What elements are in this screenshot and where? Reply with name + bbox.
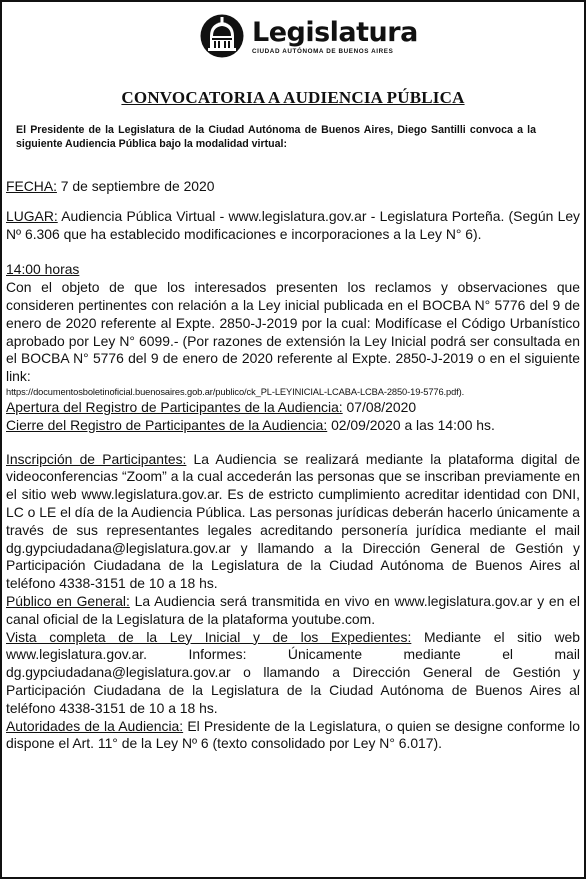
apertura-label: Apertura del Registro de Participantes de la Audiencia:	[6, 398, 343, 415]
legislatura-building-icon	[200, 14, 244, 58]
vista-label: Vista completa de la Ley Inicial y de los Expedientes:	[6, 628, 412, 645]
fecha-label: FECHA:	[6, 178, 57, 194]
cierre-line	[6, 417, 580, 435]
cierre-label: Cierre del Registro de Participantes de la Audiencia:	[6, 416, 328, 433]
publico-paragraph	[6, 593, 580, 629]
apertura-value: 07/08/2020	[342, 398, 417, 415]
apertura-line	[6, 399, 580, 417]
header	[200, 10, 418, 62]
vista-value: Mediante el sitio web www.legislatura.gov.ar. Informes: Únicamente mediante el mail dg.gypciudadana@legislatura.gov.ar o llamando a Dirección General de Gestión y Participación Ciudadana de la Legislatura de la Ciudad Autónoma de Buenos Aires al teléfono 4338-3151 de 10 a 18 hs.	[6, 628, 580, 716]
lugar-paragraph	[6, 208, 580, 244]
publico-label: Público en General:	[6, 592, 130, 609]
notice-body	[6, 178, 580, 753]
inscripcion-value: La Audiencia se realizará mediante la plataforma digital de videoconferencias “Zoom” a la cual accederán las personas que se inscriban previamente en el sitio web www.legislatura.gov.ar. Es de estricto cumplimiento acreditar identidad con DNI, LC o LE el día de la Audiencia Pública. Las personas jurídicas deberán hacerlo únicamente a través de sus representantes legales acreditando personería jurídica mediante el mail dg.gypciudadana@legislatura.gov.ar y llamando a la Dirección General de Gestión y Participación Ciudadana de la Legislatura de la Ciudad Autónoma de Buenos Aires al teléfono 4338-3151 de 10 a 18 hs.	[6, 450, 580, 592]
ley-inicial-link[interactable]: https://documentosboletinoficial.buenosaires.gob.ar/publico/ck_PL-LEYINICIAL-LCABA-LCBA-2850-19-5776.pdf).	[6, 386, 465, 397]
lugar-value: Audiencia Pública Virtual - www.legislatura.gov.ar - Legislatura Porteña. (Según Ley Nº 6.306 que ha establecido modificaciones e incorporaciones a la Ley N° 6).	[6, 207, 580, 242]
cierre-value: 02/09/2020 a las 14:00 hs.	[327, 416, 495, 433]
hora-label: 14:00 horas	[6, 261, 80, 278]
inscripcion-label: Inscripción de Participantes:	[6, 450, 187, 467]
autoridades-paragraph	[6, 718, 580, 754]
fecha-line	[6, 178, 580, 196]
brand-subtitle: CIUDAD AUTÓNOMA DE BUENOS AIRES	[252, 47, 394, 55]
autoridades-label: Autoridades de la Audiencia:	[6, 717, 184, 734]
hora-text: Con el objeto de que los interesados presenten los reclamos y observaciones que consideren pertinentes con relación a la Ley inicial publicada en el BOCBA N° 5776 del 9 de enero de 2020 referente al Expte. 2850-J-2019 por la cual: Modifícase el Código Urbanístico aprobado por Ley N° 6099.- (Por razones de extensión la Ley Inicial podrá ser consultada en el BOCBA N° 5776 del 9 de enero de 2020 referente al Expte. 2850-J-2019 o en el siguiente link:	[6, 279, 580, 385]
publico-value: La Audiencia será transmitida en vivo en www.legislatura.gov.ar y en el canal oficial de la Legislatura de la plataforma youtube.com.	[6, 592, 580, 627]
notice-title: CONVOCATORIA A AUDIENCIA PÚBLICA	[121, 88, 465, 107]
autoridades-value: El Presidente de la Legislatura, o quien se designe conforme lo dispone el Art. 11° de la Ley Nº 6 (texto consolidado por Ley N° 6.017).	[6, 717, 580, 752]
inscripcion-paragraph	[6, 451, 580, 593]
brand-name: Legislatura	[252, 16, 418, 48]
fecha-value: 7 de septiembre de 2020	[56, 178, 215, 194]
intro-text: El Presidente de la Legislatura de la Ciudad Autónoma de Buenos Aires, Diego Santilli convoca a la siguiente Audiencia Pública bajo la modalidad virtual:	[16, 124, 536, 150]
lugar-label: LUGAR:	[6, 207, 58, 224]
vista-paragraph	[6, 629, 580, 718]
